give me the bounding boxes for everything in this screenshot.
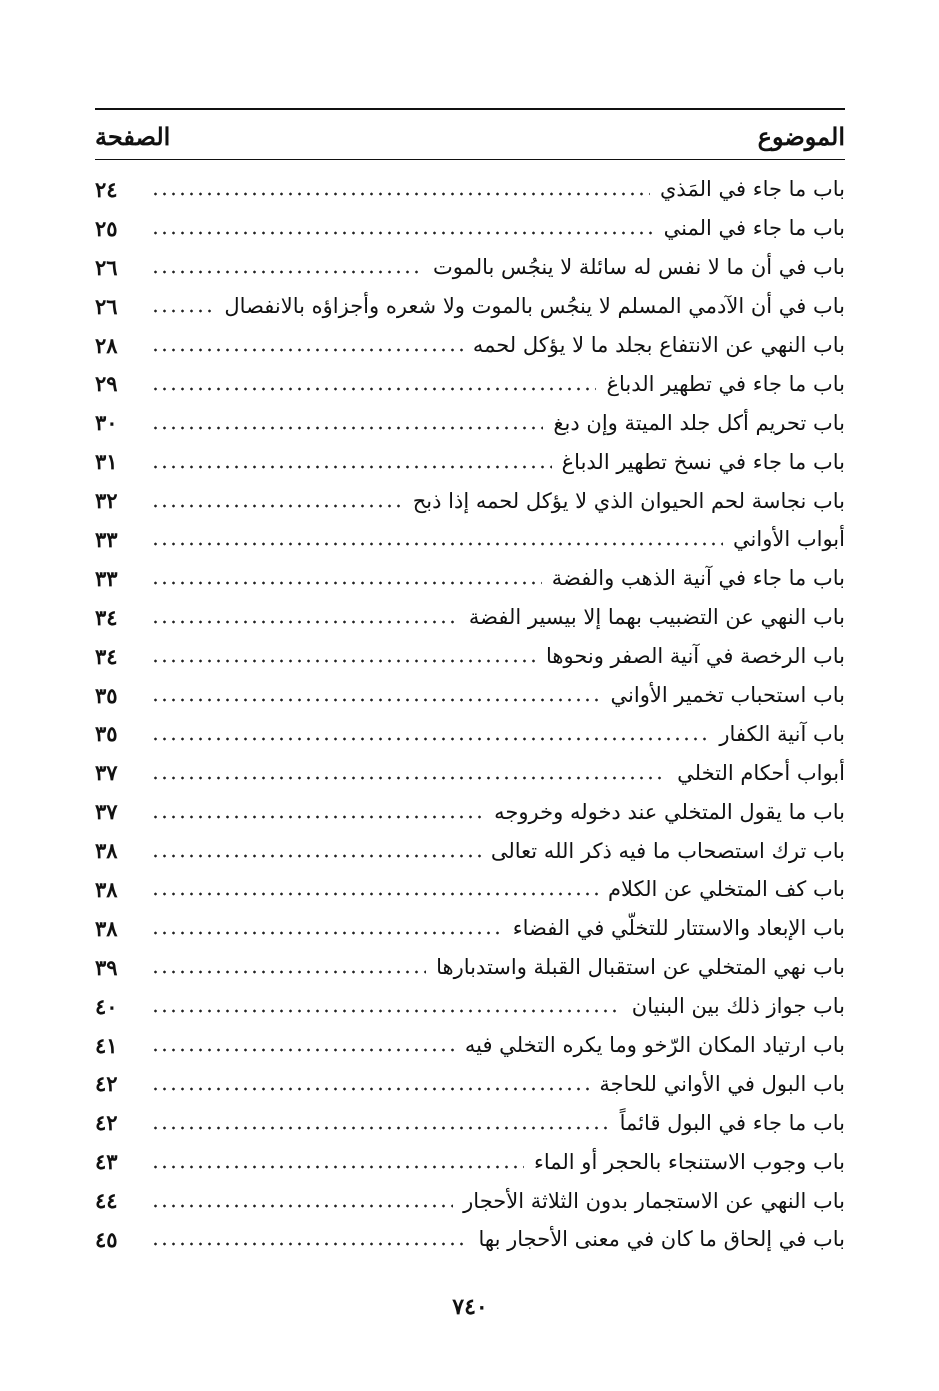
toc-entry-page: ٢٥ [95, 215, 118, 241]
toc-entry-title: باب وجوب الاستنجاء بالحجر أو الماء [533, 1149, 845, 1174]
toc-entry [95, 326, 845, 365]
toc-entry-title: أبواب أحكام التخلي [677, 760, 845, 785]
toc-entry-title: باب جواز ذلك بين البنيان [631, 994, 845, 1019]
toc-entry [95, 987, 845, 1026]
toc-entry-title: باب كف المتخلي عن الكلام [607, 877, 845, 902]
dot-leader [151, 426, 543, 430]
dot-leader [151, 1009, 622, 1013]
dot-leader [151, 231, 654, 235]
dot-leader [151, 309, 214, 313]
toc-entry-page: ٣٢ [95, 488, 118, 514]
dot-leader [151, 698, 601, 702]
toc-entry-title: باب ما جاء في آنية الذهب والفضة [551, 566, 845, 591]
toc-entry [95, 676, 845, 715]
toc-entry-page: ٣٩ [95, 954, 118, 980]
toc-entry-page: ٣٨ [95, 915, 118, 941]
toc-entry-title: باب في إلحاق ما كان في معنى الأحجار بها [478, 1227, 845, 1252]
toc-entry [95, 287, 845, 326]
dot-leader [151, 970, 426, 974]
dot-leader [151, 854, 481, 858]
toc-entry [95, 520, 845, 559]
toc-entry-page: ٤٥ [95, 1226, 118, 1252]
toc-entry-page: ٢٨ [95, 332, 118, 358]
dot-leader [151, 815, 484, 819]
dot-leader [151, 270, 423, 274]
toc-list [95, 170, 845, 1259]
toc-entry-page: ٣٤ [95, 604, 118, 630]
toc-header [95, 116, 845, 156]
toc-entry-page: ٤٤ [95, 1188, 118, 1214]
toc-entry-title: باب في أن ما لا نفس له سائلة لا ينجُس بالموت [432, 255, 845, 280]
toc-entry-title: باب ما جاء في البول قائماً [619, 1110, 845, 1135]
toc-entry-title: باب ما جاء في المني [663, 216, 845, 241]
toc-entry [95, 559, 845, 598]
toc-entry [95, 870, 845, 909]
toc-entry [95, 481, 845, 520]
toc-entry [95, 1064, 845, 1103]
dot-leader [151, 504, 403, 508]
toc-entry-title: باب نجاسة لحم الحيوان الذي لا يؤكل لحمه إذا ذبح [412, 488, 845, 513]
toc-entry [95, 714, 845, 753]
toc-entry-title: باب النهي عن الاستجمار بدون الثلاثة الأحجار [463, 1188, 845, 1213]
toc-entry-page: ٢٦ [95, 254, 118, 280]
dot-leader [151, 620, 459, 624]
toc-entry [95, 248, 845, 287]
dot-leader [151, 1087, 589, 1091]
toc-entry [95, 1220, 845, 1259]
toc-entry-title: باب ما جاء في تطهير الدباغ [606, 371, 845, 396]
toc-entry-title: باب ما جاء في نسخ تطهير الدباغ [561, 449, 845, 474]
header-rule [95, 159, 845, 160]
toc-entry-page: ٣٣ [95, 565, 118, 591]
toc-entry-page: ٣٥ [95, 682, 118, 708]
page-column-heading: الصفحة [95, 121, 171, 151]
toc-entry-title: باب الرخصة في آنية الصفر ونحوها [546, 644, 845, 669]
toc-entry-title: باب ارتياد المكان الرّخو وما يكره التخلي فيه [464, 1033, 845, 1058]
dot-leader [151, 348, 463, 352]
toc-entry-page: ٤٢ [95, 1071, 118, 1097]
dot-leader [151, 192, 650, 196]
toc-entry [95, 637, 845, 676]
top-rule [95, 108, 845, 110]
toc-entry-page: ٤١ [95, 1032, 118, 1058]
dot-leader [151, 1048, 455, 1052]
toc-entry-page: ٣٣ [95, 526, 118, 552]
toc-entry [95, 403, 845, 442]
toc-entry-title: باب نهي المتخلي عن استقبال القبلة واستدبارها [436, 955, 845, 980]
toc-entry [95, 598, 845, 637]
toc-entry-title: باب تحريم أكل جلد الميتة وإن دبغ [553, 410, 845, 435]
toc-entry-page: ٣٤ [95, 643, 118, 669]
dot-leader [151, 892, 598, 896]
toc-entry-title: باب النهي عن الانتفاع بجلد ما لا يؤكل لحمه [472, 333, 845, 357]
topic-column-heading: الموضوع [757, 121, 845, 151]
toc-entry-page: ٤٠ [95, 993, 118, 1019]
toc-entry [95, 209, 845, 248]
dot-leader [151, 659, 536, 663]
dot-leader [151, 776, 667, 780]
toc-entry [95, 1142, 845, 1181]
toc-entry-title: باب في أن الآدمي المسلم لا ينجُس بالموت ولا شعره وأجزاؤه بالانفصال [224, 294, 845, 319]
toc-entry-page: ٣٥ [95, 721, 118, 747]
toc-page [95, 108, 845, 1348]
toc-entry-title: باب ترك استصحاب ما فيه ذكر الله تعالى [490, 838, 845, 863]
toc-entry-title: باب ما جاء في المَذي [660, 177, 845, 202]
toc-entry-page: ٣٨ [95, 876, 118, 902]
dot-leader [151, 1204, 453, 1208]
dot-leader [151, 1165, 524, 1169]
toc-entry-page: ٣٧ [95, 760, 118, 786]
toc-entry [95, 1181, 845, 1220]
dot-leader [151, 1126, 610, 1130]
toc-entry-page: ٣٠ [95, 410, 118, 436]
dot-leader [151, 737, 709, 741]
toc-entry [95, 1103, 845, 1142]
toc-entry-title: أبواب الأواني [733, 527, 845, 552]
toc-entry [95, 948, 845, 987]
toc-entry-title: باب ما يقول المتخلي عند دخوله وخروجه [494, 799, 845, 824]
toc-entry [95, 909, 845, 948]
toc-entry-page: ٣٨ [95, 838, 118, 864]
toc-entry-page: ٢٤ [95, 176, 118, 202]
toc-entry-page: ٣١ [95, 449, 118, 475]
dot-leader [151, 465, 552, 469]
toc-entry-title: باب النهي عن التضبيب بهما إلا بيسير الفضة [468, 605, 845, 630]
toc-entry [95, 170, 845, 209]
toc-entry [95, 364, 845, 403]
dot-leader [151, 387, 596, 391]
dot-leader [151, 542, 723, 546]
page-number: ٧٤٠ [452, 1294, 488, 1320]
toc-entry-title: باب البول في الأواني للحاجة [599, 1071, 845, 1096]
toc-entry [95, 792, 845, 831]
toc-entry-title: باب آنية الكفار [719, 721, 845, 746]
dot-leader [151, 1242, 469, 1246]
toc-entry [95, 831, 845, 870]
toc-entry-page: ٤٣ [95, 1149, 118, 1175]
toc-entry-page: ٣٧ [95, 799, 118, 825]
toc-entry [95, 442, 845, 481]
toc-entry-title: باب الإبعاد والاستتار للتخلّي في الفضاء [512, 916, 845, 941]
toc-entry [95, 753, 845, 792]
toc-entry-page: ٢٦ [95, 293, 118, 319]
toc-entry-page: ٤٢ [95, 1110, 118, 1136]
dot-leader [151, 931, 503, 935]
dot-leader [151, 581, 542, 585]
toc-entry-page: ٢٩ [95, 371, 118, 397]
toc-entry [95, 1026, 845, 1065]
toc-entry-title: باب استحباب تخمير الأواني [610, 683, 845, 708]
